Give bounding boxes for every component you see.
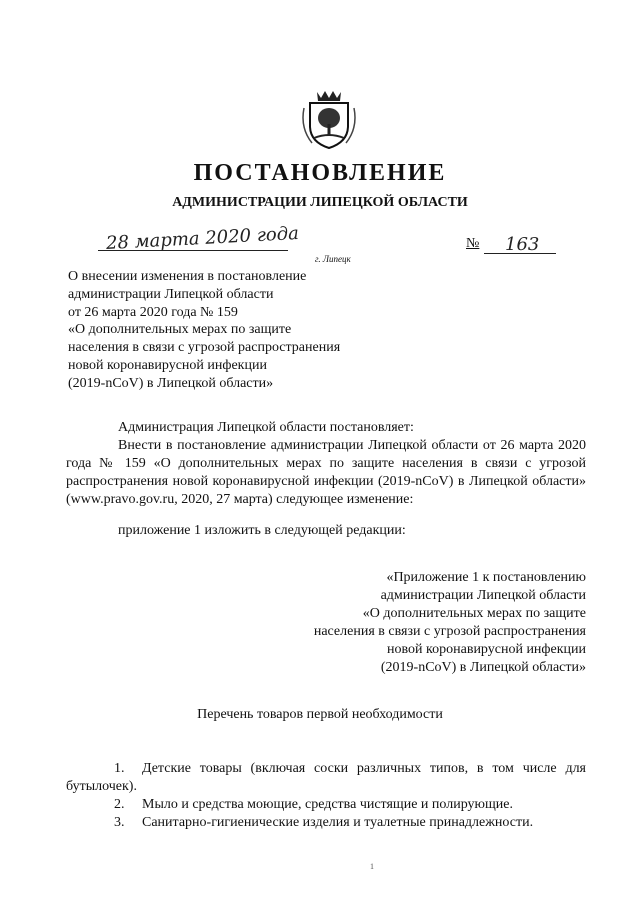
appendix-line: населения в связи с угрозой распространения (313, 624, 586, 639)
list-item-text: Детские товары (включая соски различных типов, в том числе для бутылочек). (66, 761, 586, 794)
subject-line: населения в связи с угрозой распространения (68, 340, 341, 356)
subject-line: О внесении изменения в постановление (68, 269, 307, 284)
list-item-number: 3. (114, 815, 125, 830)
list-item-number: 1. (114, 761, 125, 776)
page-subtitle: АДМИНИСТРАЦИИ ЛИПЕЦКОЙ ОБЛАСТИ (172, 195, 468, 210)
list-item (66, 760, 586, 796)
appendix-line: новой коронавирусной инфекции (387, 642, 586, 657)
coat-of-arms-icon (302, 88, 356, 150)
instruction-paragraph: приложение 1 изложить в следующей редакции: (118, 523, 406, 538)
list-item-number: 2. (114, 797, 125, 812)
number-label: № (466, 236, 480, 251)
handwritten-number: 163 (505, 234, 540, 255)
subject-line: администрации Липецкой области (68, 286, 274, 302)
list-item-text: Санитарно-гигиенические изделия и туалетные принадлежности. (142, 815, 534, 830)
resolution-statement: Администрация Липецкой области постановляет: (118, 420, 414, 435)
appendix-line: (2019-nCoV) в Липецкой области» (380, 660, 586, 675)
city-label: г. Липецк (315, 254, 351, 264)
appendix-line: администрации Липецкой области (380, 588, 586, 603)
subject-line: «О дополнительных мерах по защите (68, 322, 292, 338)
list-item-text: Мыло и средства моющие, средства чистящие и полирующие. (142, 797, 513, 812)
appendix-line: «Приложение 1 к постановлению (386, 570, 586, 585)
subject-line: от 26 марта 2020 года № 159 (68, 304, 238, 320)
subject-line: новой коронавирусной инфекции (68, 357, 267, 373)
handwritten-date: 28 марта 2020 года (105, 222, 300, 255)
appendix-line: «О дополнительных мерах по защите (362, 606, 586, 621)
change-paragraph: Внести в постановление администрации Липецкой области от 26 марта 2020 года № 159 «О дополнительных мерах по защите населения в связи с угрозой распространения новой коронавирусной инфекции (2019-nCoV) в Липецкой области» (www.pravo.gov.ru, 2020, 27 марта) следующее изменение: (66, 438, 586, 507)
document-subject (68, 268, 388, 393)
list-item (66, 796, 586, 814)
subject-line: (2019-nCoV) в Липецкой области» (68, 375, 274, 391)
appendix-header (280, 569, 586, 677)
list-item (66, 814, 586, 832)
page-title: ПОСТАНОВЛЕНИЕ (193, 160, 447, 186)
page-mark: 1 (370, 862, 374, 871)
list-title: Перечень товаров первой необходимости (197, 707, 443, 722)
